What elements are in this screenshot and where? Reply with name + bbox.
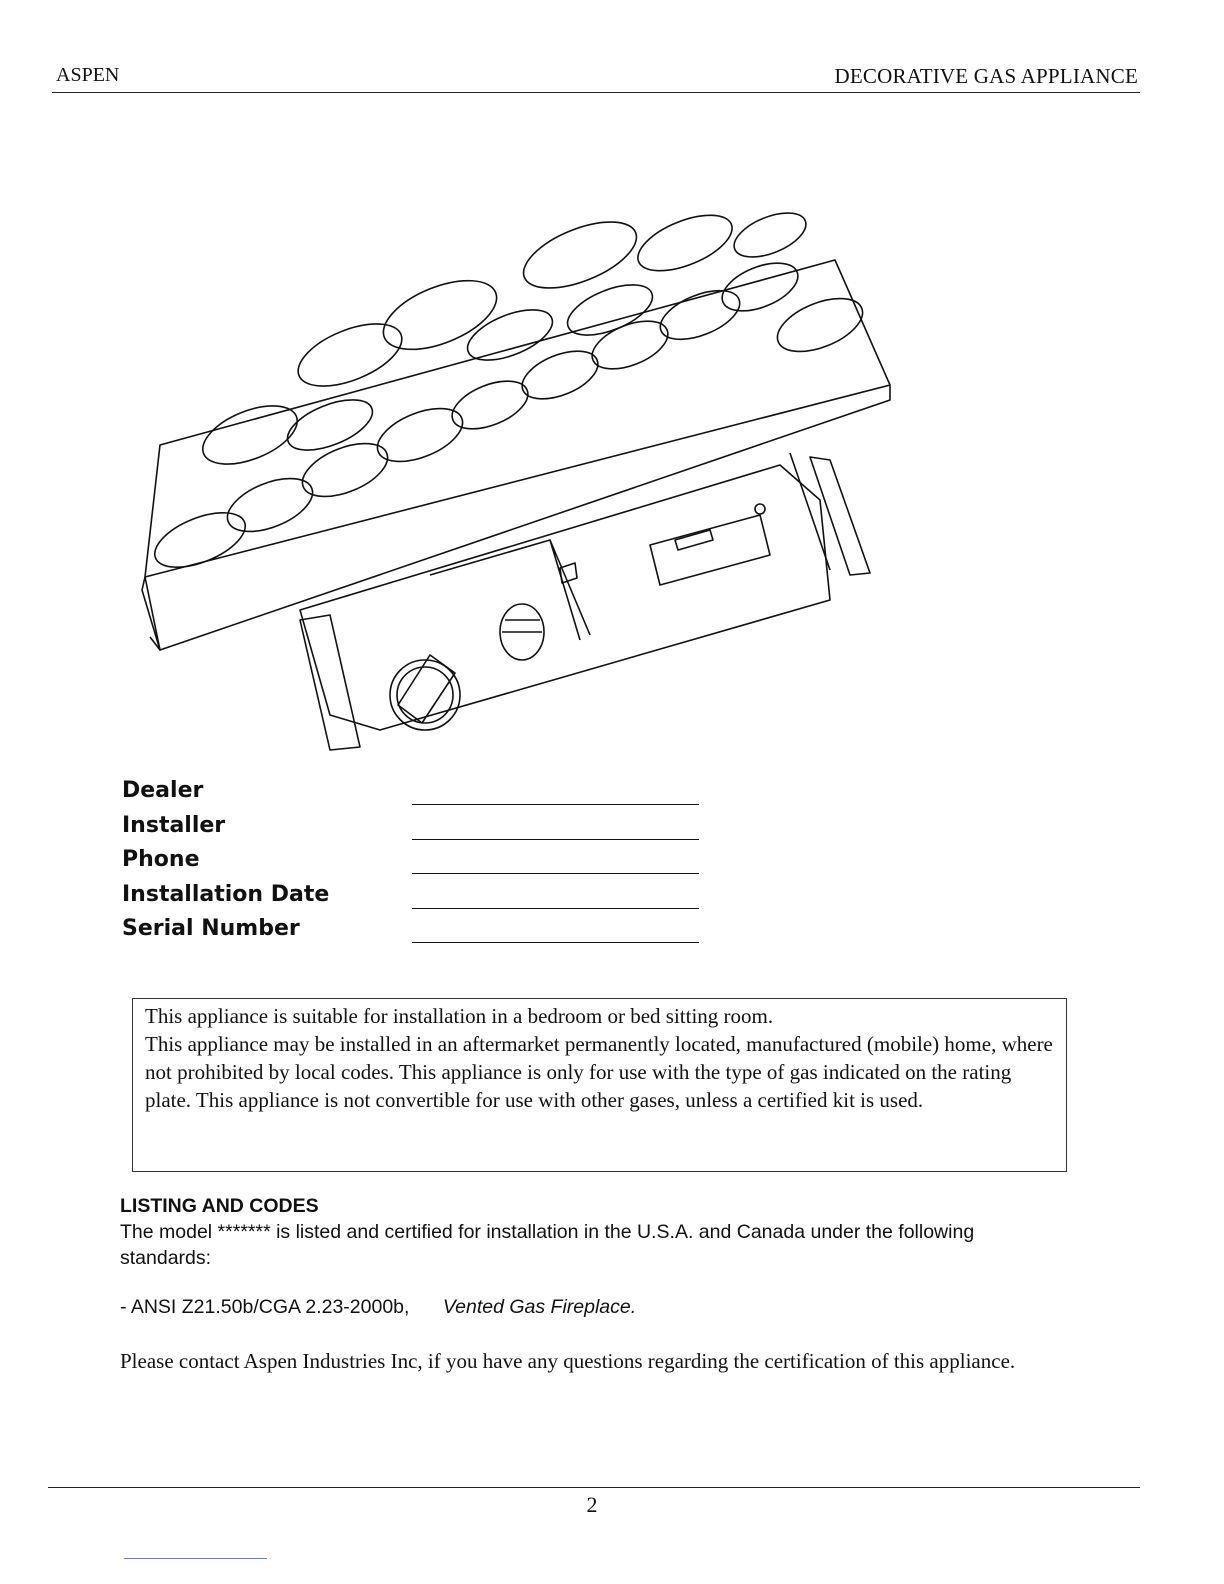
field-blank-line[interactable] (412, 839, 699, 840)
header-title: DECORATIVE GAS APPLIANCE (834, 64, 1138, 88)
field-label: Serial Number (122, 916, 300, 941)
control-knob-icon (390, 655, 460, 730)
contact-paragraph: Please contact Aspen Industries Inc, if you have any questions regarding the certification of this appliance. (120, 1349, 1016, 1373)
field-blank-line[interactable] (412, 873, 699, 874)
page-number: 2 (586, 1492, 598, 1517)
field-label: Phone (122, 847, 200, 872)
grate-tray (142, 260, 890, 650)
listing-heading: LISTING AND CODES (120, 1195, 319, 1217)
standard-code: - ANSI Z21.50b/CGA 2.23-2000b, (120, 1296, 410, 1318)
field-installer (122, 813, 722, 848)
field-phone (122, 847, 722, 882)
field-blank-line[interactable] (412, 908, 699, 909)
header-brand: ASPEN (56, 64, 120, 86)
standard-name: Vented Gas Fireplace. (442, 1296, 637, 1318)
listing-and-codes (120, 1193, 1020, 1271)
field-label: Dealer (122, 778, 204, 803)
burner-box (300, 465, 830, 730)
field-dealer (122, 778, 722, 813)
field-label: Installation Date (122, 881, 330, 907)
field-label: Installer (122, 812, 226, 838)
footer-mark (124, 1558, 267, 1559)
notice-line-2: This appliance may be installed in an aftermarket permanently located, manufactured (mobile) home, where not prohibited by local codes. This appliance is only for use with the type of gas indicated on the rating plate. This appliance is not convertible for use with other gases, unless a certified kit is used. (145, 1032, 1053, 1112)
standard-line (120, 1296, 636, 1319)
installation-notice-box (132, 998, 1067, 1172)
field-blank-line[interactable] (412, 942, 699, 943)
field-serial-number (122, 916, 722, 951)
header-rule (52, 92, 1140, 93)
listing-body: The model ******* is listed and certified for installation in the U.S.A. and Canada under the following standards: (120, 1221, 975, 1269)
footer-rule (48, 1487, 1140, 1488)
field-installation-date (122, 882, 722, 917)
field-blank-line[interactable] (412, 804, 699, 805)
notice-line-1: This appliance is suitable for installation in a bedroom or bed sitting room. (145, 1004, 774, 1028)
grate-leg (300, 615, 360, 750)
installation-record (122, 778, 722, 951)
pilot-knob-icon (500, 604, 544, 660)
gas-log-set-illustration (130, 195, 910, 765)
